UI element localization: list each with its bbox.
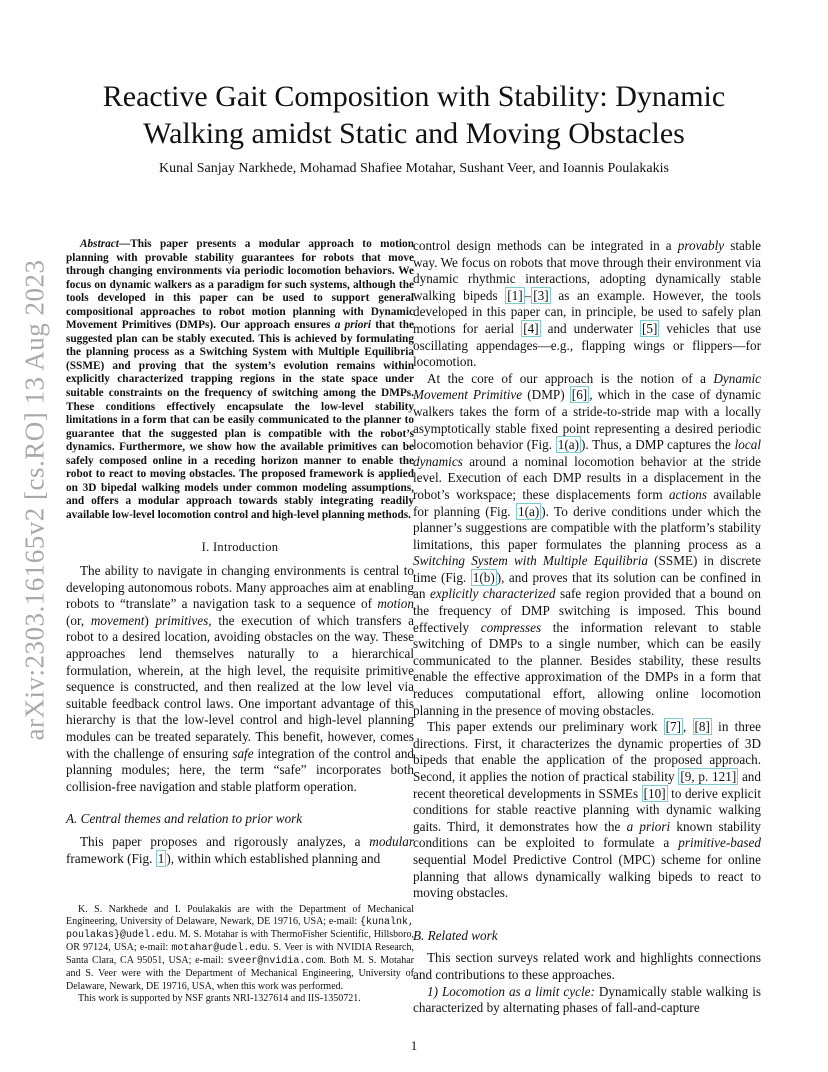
subsection-heading-central-themes: A. Central themes and relation to prior work xyxy=(66,811,303,827)
citation-link[interactable]: [9, p. 121] xyxy=(680,769,737,784)
citation-link[interactable]: [10] xyxy=(643,785,666,801)
left-column xyxy=(66,238,414,867)
limit-cycle-paragraph: 1) Locomotion as a limit cycle: Dynamically stable walking is characterized by alternating phases of fall-and-capture xyxy=(413,983,762,1016)
author-list: Kunal Sanjay Narkhede, Mohamad Shafiee Motahar, Sushant Veer, and Ioannis Poulakakis xyxy=(159,161,669,176)
citation-link[interactable]: [7] xyxy=(665,719,681,735)
figure-reference-link[interactable]: 1(a) xyxy=(517,503,540,519)
dmp-paragraph: At the core of our approach is the notion of a Dynamic Movement Primitive (DMP) [6] , which in the case of dynamic walkers takes the form of a stride-to-stride map with a locally asymptotically stable fixed point representing a desired periodic locomotion behavior (Fig. 1(a) ). Thus, a DMP captures the local dynamics around a nominal locomotion behavior at the stride level. Execution of each DMP results in a displacement in the robot’s workspace; these displacements form actions available for planning (Fig. 1(a) ). To derive conditions under which the planner’s suggestions are compatible with the platform’s stability limitations, this paper formulates the planning process as a Switching System with Multiple Equilibria (SSME) in discrete time (Fig. 1(b) ), and proves that its solution can be confined in an explicitly characterized safe region provided that a bound on the frequency of DMP switching is imposed. This bound effectively compresses the information relevant to stable switching of DMPs to a single number, which can be easily communicated to the planner. Besides stability, these results enable the effective approximation of the DMPs in a form that reduces computational effort, allowing online locomotion planning in the presence of moving obstacles. xyxy=(413,370,762,718)
subsection-heading-related-work: B. Related work xyxy=(413,927,498,943)
central-themes-paragraph: This paper proposes and rigorously analyzes, a modular framework (Fig. 1 ), within which established planning and xyxy=(66,833,414,866)
section-heading-introduction: I. Introduction xyxy=(201,540,279,555)
author-affiliation-footnote: K. S. Narkhede and I. Poulakakis are with the Department of Mechanical Engineering, University of Delaware, Newark, DE 19716, USA; e-mail: {kunalnk, poulakas}@udel.edu. M. S. Motahar is with ThermoFisher Scientific, Hillsboro, OR 97124, USA; e-mail: motahar@udel.edu. S. Veer is with NVIDIA Research, Santa Clara, CA 95051, USA; e-mail: sveer@nvidia.com. Both M. S. Motahar and S. Veer were with the Department of Mechanical Engineering, University of Delaware, Newark, DE 19716, USA, when this work was performed. xyxy=(66,904,414,992)
page-number: 1 xyxy=(410,1038,418,1053)
figure-reference-link[interactable]: 1 xyxy=(157,850,165,866)
citation-link[interactable]: [8] xyxy=(694,719,710,735)
footnotes xyxy=(66,904,414,1005)
abstract-label: Abstract xyxy=(80,238,119,250)
citation-link[interactable]: [1] xyxy=(507,287,523,303)
citation-link[interactable]: [3] xyxy=(533,287,549,303)
arxiv-identifier: arXiv:2303.16165v2 [cs.RO] 13 Aug 2023 xyxy=(19,259,50,741)
email-address: motahar@udel.edu xyxy=(171,943,268,955)
extension-paragraph: This paper extends our preliminary work [7] , [8] in three directions. First, it characterizes the dynamic properties of 3D bipeds that enable the application of the proposed approach. Second, it applies the notion of practical stability [9, p. 121] and recent theoretical developments in SSMEs [10] to derive explicit conditions for stable reactive planning with dynamic walking gaits. Third, it demonstrates how the a priori known stability conditions can be exploited to formulate a primitive-based sequential Model Predictive Control (MPC) scheme for online planning that allows dynamically walking bipeds to react to moving obstacles. xyxy=(413,719,761,901)
abstract xyxy=(66,238,414,522)
related-work-paragraph: This section surveys related work and highlights connections and contributions to these approaches. xyxy=(413,950,761,982)
abstract-text-2: that the suggested plan can be stably executed. This is achieved by formulating the planning process as a Switching System with Multiple Equilibria (SSME) and proving that the system’s evolution remains within explicitly characterized trapping regions in the state space under suitable constraints on the frequency of switching among the DMPs. These conditions effectively encapsulate the low-level stability limitations in a form that can be easily communicated to the planner to guarantee that the suggested plan is compatible with the robot’s dynamics. Furthermore, we show how the available primitives can be safely composed online in a receding horizon manner to enable the robot to react to moving obstacles. The proposed framework is applied on 3D bipedal walking models under common modeling assumptions, and offers a modular approach towards stably integrating readily available low-level locomotion control and high-level planning methods. xyxy=(66,319,414,521)
arxiv-stamp xyxy=(14,250,56,750)
citation-link[interactable]: [6] xyxy=(571,387,588,403)
email-address: {kunalnk, poulakas}@udel.edu xyxy=(66,917,414,942)
intro-continued-paragraph: control design methods can be integrated in a provably stable way. We focus on robots that move through their environment via dynamic rhythmic interactions, adopting dynamically stable walking bipeds [1] – [3] as an example. However, the tools developed in this paper can, in principle, be used to safely plan motions for aerial [4] and underwater [5] vehicles that use oscillating appendages—e.g., flapping wings or flippers—for locomotion. xyxy=(413,238,761,370)
figure-reference-link[interactable]: 1(b) xyxy=(472,569,495,585)
abstract-text-1: —This paper presents a modular approach to motion planning with provable stability guarantees for robots that move through changing environments via periodic locomotion behaviors. We focus on dynamic walkers as a paradigm for such systems, although the tools developed in this paper can be used to support general compositional approaches to robot motion planning with Dynamic Movement Primitives (DMPs). Our approach ensures xyxy=(66,238,414,332)
funding-footnote: This work is supported by NSF grants NRI-1327614 and IIS-1350721. xyxy=(78,992,361,1004)
email-address: sveer@nvidia.com xyxy=(227,956,324,968)
abstract-emphasis: a priori xyxy=(334,319,371,332)
citation-link[interactable]: [4] xyxy=(523,320,539,336)
citation-link[interactable]: [5] xyxy=(642,320,658,336)
paper-title: Reactive Gait Composition with Stability: Dynamic Walking amidst Static and Moving Obstacles xyxy=(102,80,726,150)
figure-reference-link[interactable]: 1(a) xyxy=(557,437,579,453)
right-column xyxy=(413,238,761,1017)
intro-paragraph: The ability to navigate in changing environments is central to developing autonomous robots. Many approaches aim at enabling robots to “translate” a navigation task to a sequence of motion (or, movement) primitives, the execution of which transfers a robot to a desired location, avoiding obstacles on the way. These approaches lend themselves naturally to a hierarchical formulation, wherein, at the high level, the requisite primitive sequence is constructed, and then realized at the low level via suitable feedback control laws. One important advantage of this hierarchy is that the low-level control and high-level planning modules can be treated separately. This benefit, however, comes with the challenge of ensuring safe integration of the control and planning modules; here, the term “safe” incorporates both collision-free navigation and stable platform operation. xyxy=(66,563,415,794)
